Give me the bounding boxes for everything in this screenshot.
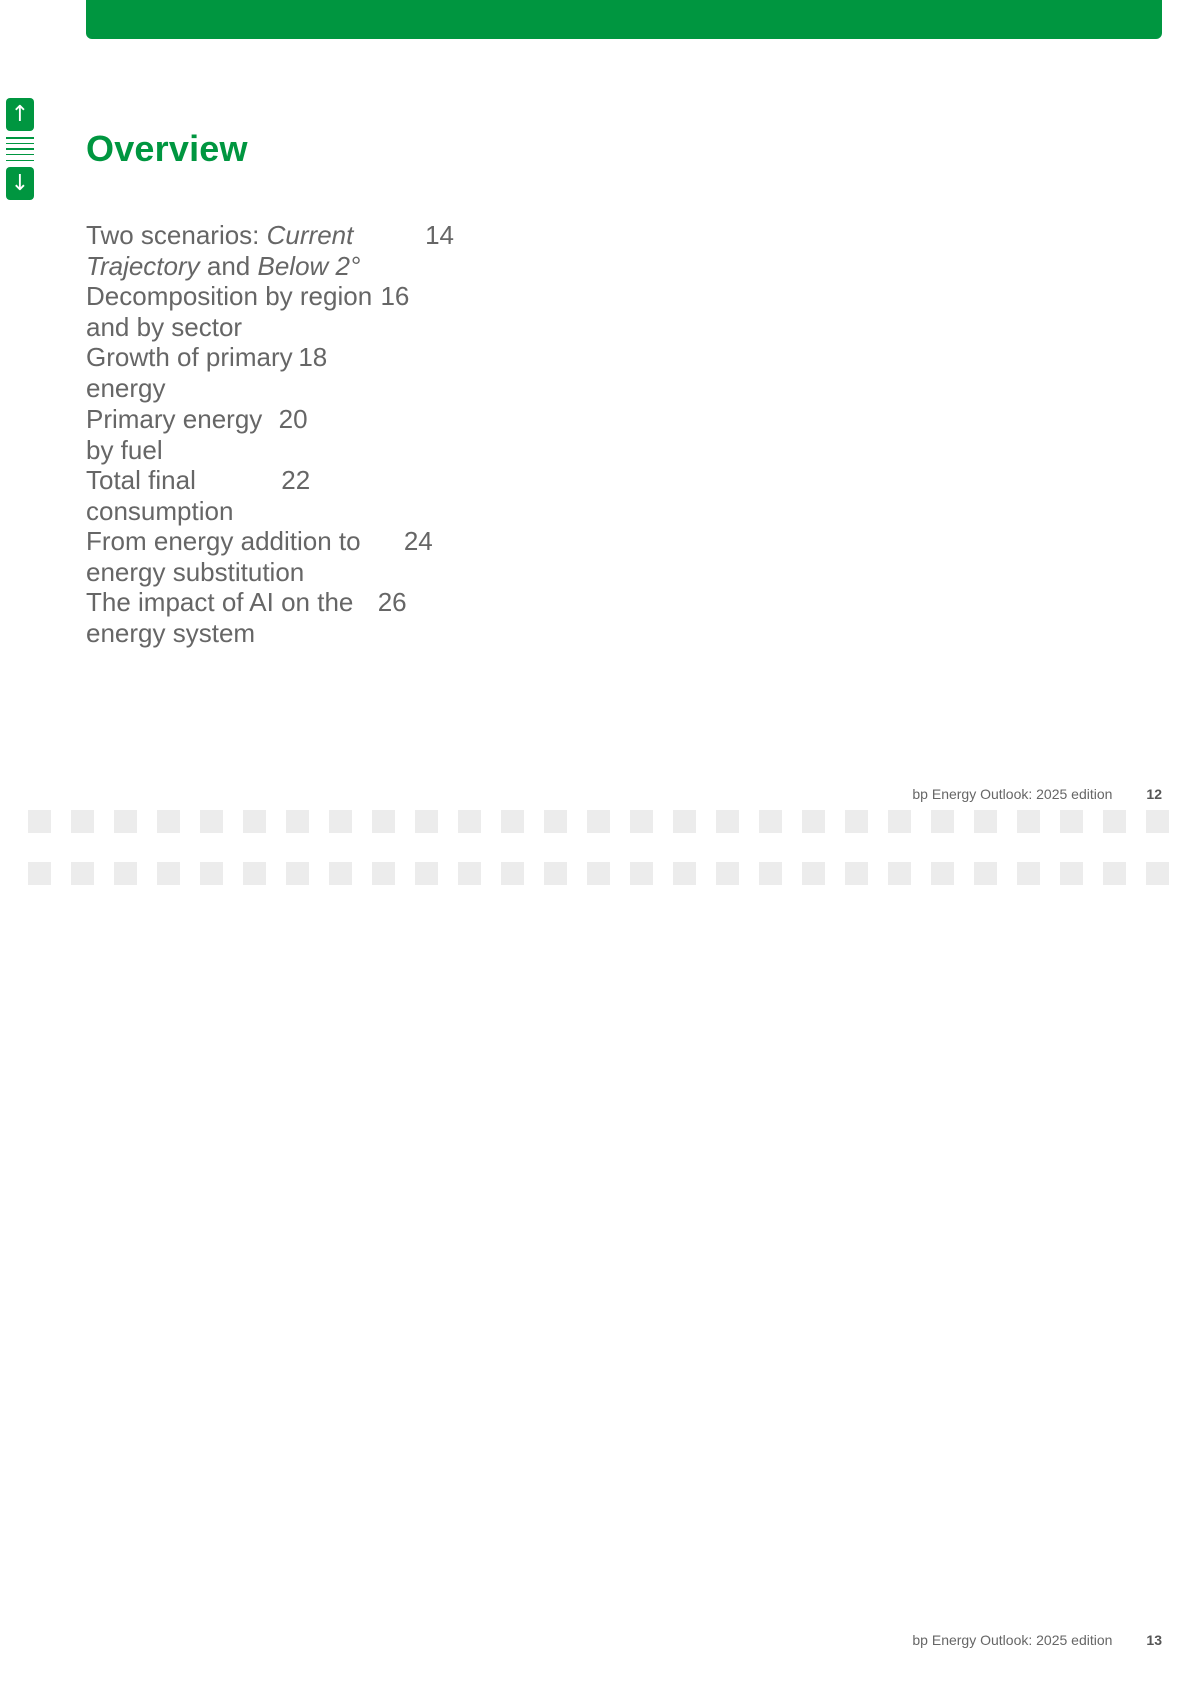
decorative-square bbox=[845, 810, 868, 833]
decorative-square bbox=[1060, 862, 1083, 885]
decorative-square bbox=[114, 862, 137, 885]
toc-entry-label-part: Current Trajectory bbox=[86, 220, 354, 281]
decorative-square bbox=[931, 810, 954, 833]
toc-entry-label-part: Growth of primary energy bbox=[86, 342, 293, 404]
decorative-square bbox=[157, 862, 180, 885]
toc-entry[interactable] bbox=[86, 220, 1162, 281]
table-of-contents bbox=[86, 220, 1162, 648]
toc-entry-page-number: 20 bbox=[278, 403, 308, 434]
toc-entry-label-part: Decomposition by region and by sector bbox=[86, 281, 373, 343]
toc-entry[interactable] bbox=[86, 342, 1162, 403]
decorative-square bbox=[716, 862, 739, 885]
decorative-square bbox=[1146, 810, 1169, 833]
toc-entry-label bbox=[86, 465, 281, 527]
decorative-square bbox=[630, 810, 653, 833]
toc-entry-label-part: and bbox=[199, 251, 258, 281]
decorative-square bbox=[587, 862, 610, 885]
decorative-square bbox=[544, 862, 567, 885]
decorative-square bbox=[458, 862, 481, 885]
decorative-square bbox=[544, 810, 567, 833]
toc-entry-label-part: Below 2° bbox=[257, 251, 361, 281]
arrow-up-icon: ↑ bbox=[10, 101, 30, 127]
toc-entry-page-number: 22 bbox=[281, 464, 311, 495]
decorative-square bbox=[372, 862, 395, 885]
toc-entry-label-part: The impact of AI on the energy system bbox=[86, 587, 354, 649]
decorative-square bbox=[200, 862, 223, 885]
arrow-down-icon: ↓ bbox=[10, 170, 30, 196]
toc-entry[interactable] bbox=[86, 404, 1162, 465]
decorative-square bbox=[974, 810, 997, 833]
decorative-square bbox=[888, 862, 911, 885]
decorative-square bbox=[587, 810, 610, 833]
decorative-square bbox=[71, 810, 94, 833]
toc-entry-label-part: Two scenarios: bbox=[86, 220, 267, 250]
decorative-square bbox=[759, 862, 782, 885]
decorative-square bbox=[673, 810, 696, 833]
previous-page-button[interactable] bbox=[6, 98, 34, 131]
toc-entry-page-number: 24 bbox=[403, 525, 433, 556]
header-accent-bar bbox=[86, 0, 1162, 39]
footer-page-number: 13 bbox=[1146, 1632, 1162, 1648]
toc-entry-page-number: 26 bbox=[377, 587, 407, 618]
decorative-square bbox=[458, 810, 481, 833]
toc-entry-label-part: Primary energy by fuel bbox=[86, 403, 263, 465]
decorative-square bbox=[931, 862, 954, 885]
footer-publication: bp Energy Outlook: 2025 edition bbox=[912, 1632, 1113, 1648]
decorative-squares-row bbox=[28, 810, 1178, 833]
decorative-square bbox=[802, 810, 825, 833]
decorative-square bbox=[630, 862, 653, 885]
decorative-square bbox=[243, 810, 266, 833]
decorative-square bbox=[329, 810, 352, 833]
toc-entry-label bbox=[86, 281, 380, 343]
decorative-square bbox=[716, 810, 739, 833]
toc-entry[interactable] bbox=[86, 587, 1162, 648]
footer-publication: bp Energy Outlook: 2025 edition bbox=[912, 786, 1113, 802]
decorative-square bbox=[372, 810, 395, 833]
page-footer-12 bbox=[912, 786, 1162, 802]
toc-entry-label-part: From energy addition to energy substitution bbox=[86, 525, 361, 587]
decorative-square bbox=[501, 862, 524, 885]
decorative-square bbox=[28, 810, 51, 833]
toc-entry-page-number: 18 bbox=[298, 342, 328, 373]
decorative-square bbox=[673, 862, 696, 885]
decorative-square bbox=[501, 810, 524, 833]
decorative-square bbox=[243, 862, 266, 885]
side-navigation bbox=[6, 98, 34, 200]
decorative-square bbox=[759, 810, 782, 833]
decorative-square bbox=[415, 862, 438, 885]
decorative-square bbox=[200, 810, 223, 833]
decorative-square bbox=[888, 810, 911, 833]
page-footer-13 bbox=[912, 1632, 1162, 1648]
toc-entry-label bbox=[86, 220, 425, 282]
decorative-square bbox=[1060, 810, 1083, 833]
decorative-square bbox=[28, 862, 51, 885]
decorative-square bbox=[329, 862, 352, 885]
decorative-square bbox=[415, 810, 438, 833]
decorative-squares-row bbox=[28, 862, 1178, 885]
decorative-square bbox=[974, 862, 997, 885]
decorative-square bbox=[286, 810, 309, 833]
decorative-square bbox=[845, 862, 868, 885]
decorative-square bbox=[1017, 862, 1040, 885]
next-page-button[interactable] bbox=[6, 167, 34, 200]
decorative-square bbox=[1017, 810, 1040, 833]
toc-entry-label bbox=[86, 342, 298, 404]
decorative-square bbox=[802, 862, 825, 885]
decorative-square bbox=[157, 810, 180, 833]
page-title: Overview bbox=[86, 128, 248, 169]
toc-entry-label-part: Total final consumption bbox=[86, 464, 234, 526]
decorative-square bbox=[1103, 862, 1126, 885]
decorative-square bbox=[1103, 810, 1126, 833]
decorative-square bbox=[286, 862, 309, 885]
decorative-square bbox=[71, 862, 94, 885]
toc-entry-page-number: 14 bbox=[425, 220, 455, 250]
toc-entry[interactable] bbox=[86, 526, 1162, 587]
toc-entry-page-number: 16 bbox=[380, 281, 410, 312]
toc-entry[interactable] bbox=[86, 281, 1162, 342]
footer-page-number: 12 bbox=[1146, 786, 1162, 802]
decorative-square bbox=[1146, 862, 1169, 885]
decorative-square bbox=[114, 810, 137, 833]
toc-entry[interactable] bbox=[86, 465, 1162, 526]
toc-entry-label bbox=[86, 404, 279, 466]
contents-menu-icon[interactable] bbox=[6, 137, 34, 161]
